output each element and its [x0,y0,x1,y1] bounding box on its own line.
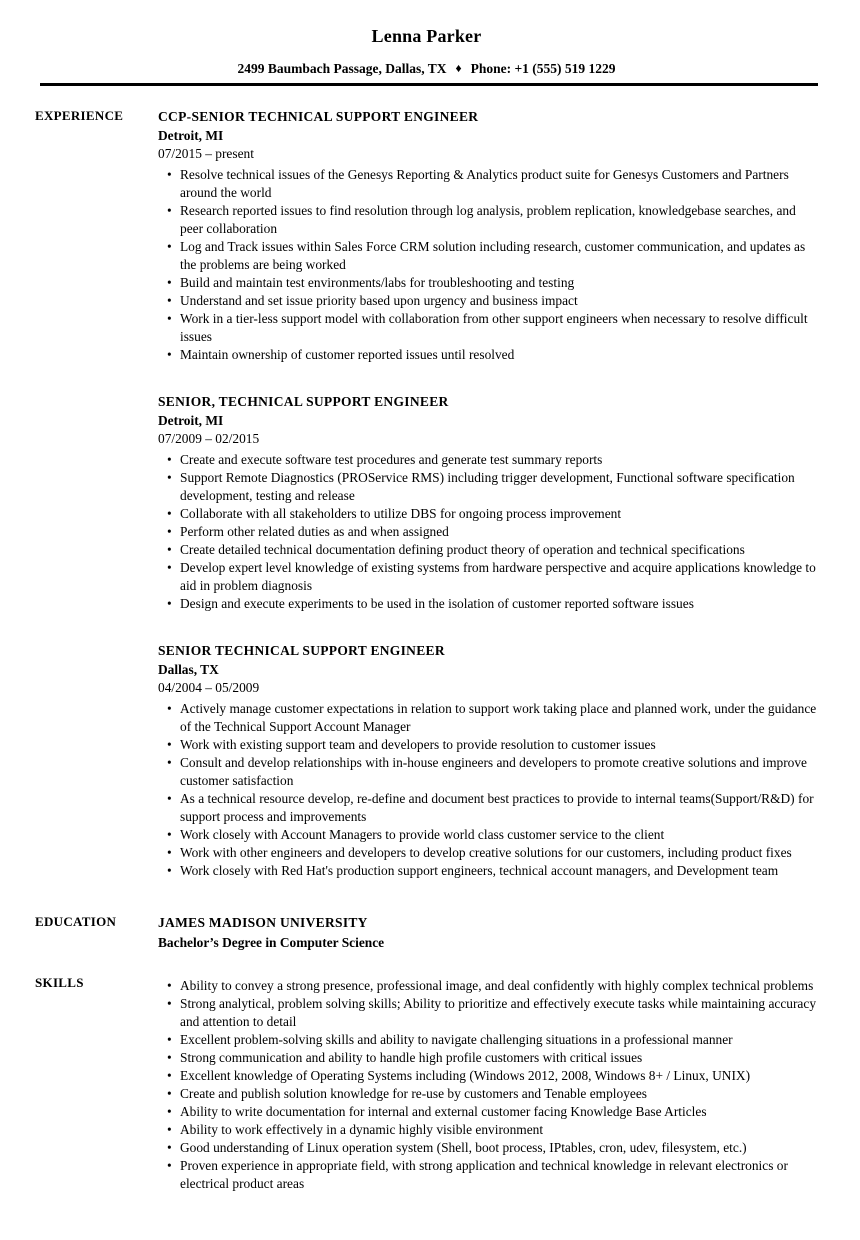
bullet-item: • Perform other related duties as and when assigned [158,523,818,541]
section-label-skills: SKILLS [35,975,84,990]
job-location: Dallas, TX [158,662,219,677]
bullet-item: • Work with other engineers and developers to develop creative solutions for our customers, including product fixes [158,844,818,862]
skills-content [158,974,818,1193]
education-content [158,913,818,952]
bullet-item: • Work with existing support team and developers to provide resolution to customer issues [158,736,818,754]
bullet-item: • Good understanding of Linux operation system (Shell, boot process, IPtables, cron, udev, filesystem, etc.) [158,1139,818,1157]
bullet-item: • Excellent knowledge of Operating Systems including (Windows 2012, 2008, Windows 8+ / Linux, UNIX) [158,1067,818,1085]
job-location: Detroit, MI [158,413,224,428]
person-name: Lenna Parker [371,26,482,46]
bullet-item: • Consult and develop relationships with in-house engineers and developers to promote creative solutions and improve customer satisfaction [158,754,818,790]
bullet-item: • Excellent problem-solving skills and ability to navigate challenging situations in a professional manner [158,1031,818,1049]
bullet-item: • Work closely with Red Hat's production support engineers, technical account managers, and Development team [158,862,818,880]
bullet-item: • Proven experience in appropriate field, with strong application and technical knowledge in relevant electronics or electrical product areas [158,1157,818,1193]
job-entry-1 [158,107,818,364]
job-entry-2 [158,392,818,613]
section-label-experience: EXPERIENCE [35,108,124,123]
bullet-item: • Design and execute experiments to be used in the isolation of customer reported software issues [158,595,818,613]
skills-section [35,974,818,1193]
experience-section [35,107,818,880]
job-bullet-list [158,166,818,364]
school-name: JAMES MADISON UNIVERSITY [158,915,368,930]
phone-text: Phone: +1 (555) 519 1229 [470,61,616,76]
section-label-education: EDUCATION [35,914,117,929]
bullet-item: • Create detailed technical documentation defining product theory of operation and technical specifications [158,541,818,559]
degree-text: Bachelor’s Degree in Computer Science [158,935,385,950]
bullet-item: • As a technical resource develop, re-define and document best practices to provide to internal teams(Support/R&D) for support process and improvements [158,790,818,826]
bullet-item: • Maintain ownership of customer reported issues until resolved [158,346,818,364]
bullet-item: • Ability to write documentation for internal and external customer facing Knowledge Base Articles [158,1103,818,1121]
header-divider [40,83,818,86]
bullet-item: • Research reported issues to find resolution through log analysis, problem replication, knowledgebase searches, and peer collaboration [158,202,818,238]
education-section [35,913,818,952]
contact-line [35,61,818,77]
diamond-icon: ♦ [455,61,462,75]
job-bullet-list [158,700,818,880]
job-dates: 07/2015 – present [158,146,254,161]
bullet-item: • Actively manage customer expectations in relation to support work taking place and planned work, under the guidance of the Technical Support Account Manager [158,700,818,736]
bullet-item: • Resolve technical issues of the Genesys Reporting & Analytics product suite for Genesys Customers and Partners around the world [158,166,818,202]
job-title: SENIOR, TECHNICAL SUPPORT ENGINEER [158,394,449,409]
bullet-item: • Ability to work effectively in a dynamic highly visible environment [158,1121,818,1139]
bullet-item: • Work in a tier-less support model with collaboration from other support engineers when necessary to resolve difficult issues [158,310,818,346]
job-bullet-list [158,451,818,613]
skills-bullet-list [158,977,818,1193]
bullet-item: • Develop expert level knowledge of existing systems from hardware perspective and acquire applications knowledge to aid in problem diagnosis [158,559,818,595]
bullet-item: • Collaborate with all stakeholders to utilize DBS for ongoing process improvement [158,505,818,523]
bullet-item: • Create and publish solution knowledge for re-use by customers and Tenable employees [158,1085,818,1103]
bullet-item: • Build and maintain test environments/labs for troubleshooting and testing [158,274,818,292]
bullet-item: • Understand and set issue priority based upon urgency and business impact [158,292,818,310]
experience-content [158,107,818,880]
bullet-item: • Strong analytical, problem solving skills; Ability to prioritize and effectively execute tasks while maintaining accuracy and attention to detail [158,995,818,1031]
bullet-item: • Work closely with Account Managers to provide world class customer service to the client [158,826,818,844]
bullet-item: • Ability to convey a strong presence, professional image, and deal confidently with highly complex technical problems [158,977,818,995]
job-entry-3 [158,641,818,880]
job-title: SENIOR TECHNICAL SUPPORT ENGINEER [158,643,445,658]
address-text: 2499 Baumbach Passage, Dallas, TX [237,61,447,76]
bullet-item: • Create and execute software test procedures and generate test summary reports [158,451,818,469]
job-location: Detroit, MI [158,128,224,143]
resume-header [35,26,818,86]
bullet-item: • Support Remote Diagnostics (PROService RMS) including trigger development, Functional software specification development, testing and release [158,469,818,505]
job-dates: 07/2009 – 02/2015 [158,431,260,446]
bullet-item: • Log and Track issues within Sales Force CRM solution including research, customer communication, and updates as the problems are being worked [158,238,818,274]
job-dates: 04/2004 – 05/2009 [158,680,260,695]
bullet-item: • Strong communication and ability to handle high profile customers with critical issues [158,1049,818,1067]
job-title: CCP-SENIOR TECHNICAL SUPPORT ENGINEER [158,109,479,124]
